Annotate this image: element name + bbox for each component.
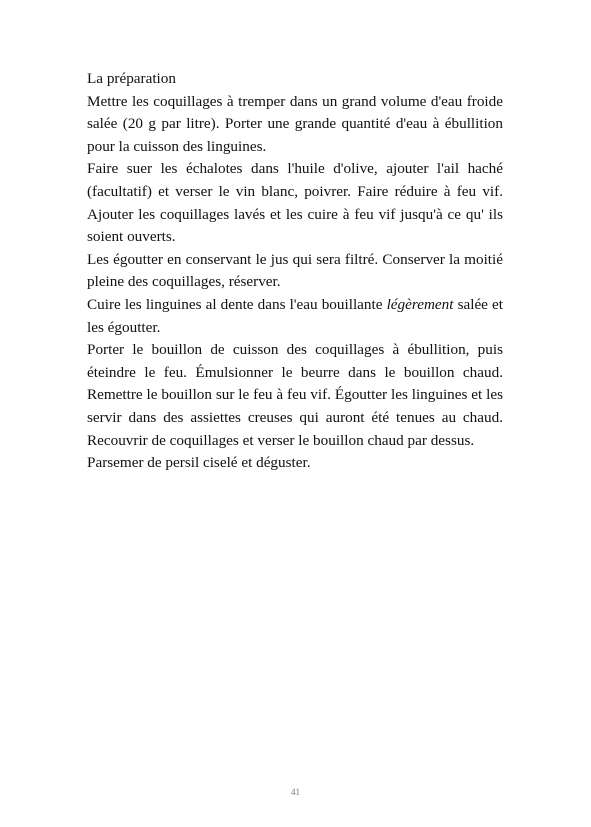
recipe-text <box>87 68 503 475</box>
linguine-text-end: salée et les égoutter. <box>87 295 503 336</box>
paragraph-drain-shellfish: Les égoutter en conservant le jus qui sera filtré. Conserver la moitié pleine des coquillages, réserver. <box>87 250 503 291</box>
section-heading: La préparation <box>87 70 176 87</box>
linguine-text-emphasis: légèrement <box>386 295 454 313</box>
paragraph-cook-linguine <box>87 294 503 339</box>
paragraph-cook-shallots: Faire suer les échalotes dans l'huile d'olive, ajouter l'ail haché (facultatif) et verser le vin blanc, poivrer. Faire réduire à feu vif. Ajouter les coquillages lavés et les cuire à feu vif jusqu'à ce qu' ils soient ouverts. <box>87 160 503 246</box>
paragraph-broth: Porter le bouillon de cuisson des coquillages à ébullition, puis éteindre le feu. Émulsionner le beurre dans le bouillon chaud. Remettre le bouillon sur le feu à feu vif. Égoutter les linguines et les servir dans des assiettes creuses qui auront été tenues au chaud. Recouvrir de coquillages et verser le bouillon chaud par dessus. <box>87 341 503 449</box>
page-number: 41 <box>291 787 300 797</box>
paragraph-soak-shellfish: Mettre les coquillages à tremper dans un grand volume d'eau froide salée (20 g par litre). Porter une grande quantité d'eau à ébullition pour la cuisson des linguines. <box>87 92 503 155</box>
linguine-text-start: Cuire les linguines al dente dans l'eau bouillante <box>87 295 387 313</box>
paragraph-garnish: Parsemer de persil ciselé et déguster. <box>87 454 311 472</box>
